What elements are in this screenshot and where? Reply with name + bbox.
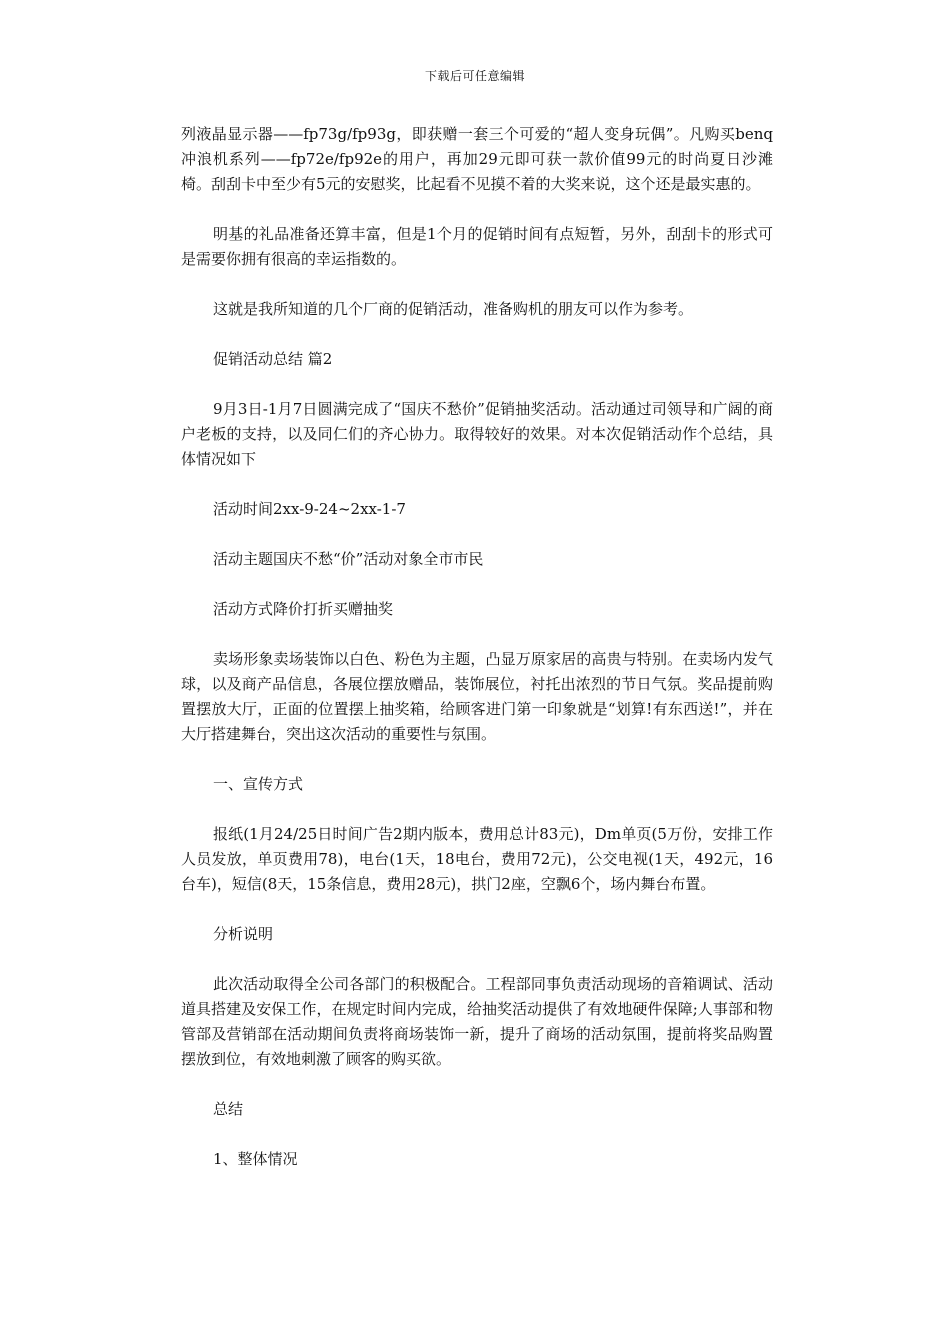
section-title-overall: 1、整体情况 xyxy=(213,1150,298,1168)
paragraph-gap xyxy=(181,572,773,597)
paragraph-gap xyxy=(181,947,773,972)
paragraph-gap xyxy=(181,522,773,547)
paragraph-gap xyxy=(181,322,773,347)
paragraph-gap xyxy=(181,897,773,922)
paragraph-gap xyxy=(181,372,773,397)
paragraph-gap xyxy=(181,797,773,822)
paragraph-gap xyxy=(181,747,773,772)
paragraph-gap xyxy=(181,1122,773,1147)
section-title-analysis: 分析说明 xyxy=(213,925,274,943)
paragraph-activity-theme: 活动主题国庆不愁“价”活动对象全市市民 xyxy=(213,550,484,568)
paragraph-gap xyxy=(181,197,773,222)
paragraph-activity-time: 活动时间2xx-9-24~2xx-1-7 xyxy=(213,500,406,518)
section-title-summary: 总结 xyxy=(213,1100,244,1118)
document-body xyxy=(181,122,773,1172)
paragraph-activity-intro: 9月3日-1月7日圆满完成了“国庆不愁价”促销抽奖活动。活动通过司领导和广阔的商户老板的支持，以及同仁们的齐心协力。取得较好的效果。对本次促销活动作个总结，具体情况如下 xyxy=(181,400,773,468)
paragraph-store-image: 卖场形象卖场装饰以白色、粉色为主题，凸显万原家居的高贵与特别。在卖场内发气球，以及商产品信息，各展位摆放赠品，装饰展位，衬托出浓烈的节日气氛。奖品提前购置摆放大厅，正面的位置摆上抽奖箱，给顾客进门第一印象就是“划算!有东西送!”，并在大厅搭建舞台，突出这次活动的重要性与氛围。 xyxy=(181,650,773,743)
paragraph-activity-method: 活动方式降价打折买赠抽奖 xyxy=(213,600,394,618)
paragraph-benq-comment: 明基的礼品准备还算丰富，但是1个月的促销时间有点短暂，另外，刮刮卡的形式可是需要你拥有很高的幸运指数的。 xyxy=(181,225,773,268)
page-header: 下载后可任意编辑 xyxy=(424,69,525,83)
paragraph-gap xyxy=(181,472,773,497)
section-title-part-2: 促销活动总结 篇2 xyxy=(213,350,333,368)
paragraph-gap xyxy=(181,1072,773,1097)
section-title-publicity: 一、宣传方式 xyxy=(213,775,304,793)
paragraph-gap xyxy=(181,622,773,647)
paragraph-publicity-details: 报纸(1月24/25日时间广告2期内版本，费用总计83元)，Dm单页(5万份，安排工作人员发放，单页费用78)，电台(1天，18电台，费用72元)，公交电视(1天，492元，16台车)，短信(8天，15条信息，费用28元)，拱门2座，空飘6个，场内舞台布置。 xyxy=(181,825,773,893)
paragraph-analysis: 此次活动取得全公司各部门的积极配合。工程部同事负责活动现场的音箱调试、活动道具搭建及安保工作，在规定时间内完成，给抽奖活动提供了有效地硬件保障;人事部和物管部及营销部在活动期间负责将商场装饰一新，提升了商场的活动氛围，提前将奖品购置摆放到位，有效地刺激了顾客的购买欲。 xyxy=(181,975,773,1068)
paragraph-reference: 这就是我所知道的几个厂商的促销活动，准备购机的朋友可以作为参考。 xyxy=(213,300,694,318)
paragraph-gap xyxy=(181,272,773,297)
paragraph-monitor-gift: 列液晶显示器——fp73g/fp93g，即获赠一套三个可爱的“超人变身玩偶”。凡购买benq冲浪机系列——fp72e/fp92e的用户，再加29元即可获一款价值99元的时尚夏日沙滩椅。刮刮卡中至少有5元的安慰奖，比起看不见摸不着的大奖来说，这个还是最实惠的。 xyxy=(181,125,773,193)
